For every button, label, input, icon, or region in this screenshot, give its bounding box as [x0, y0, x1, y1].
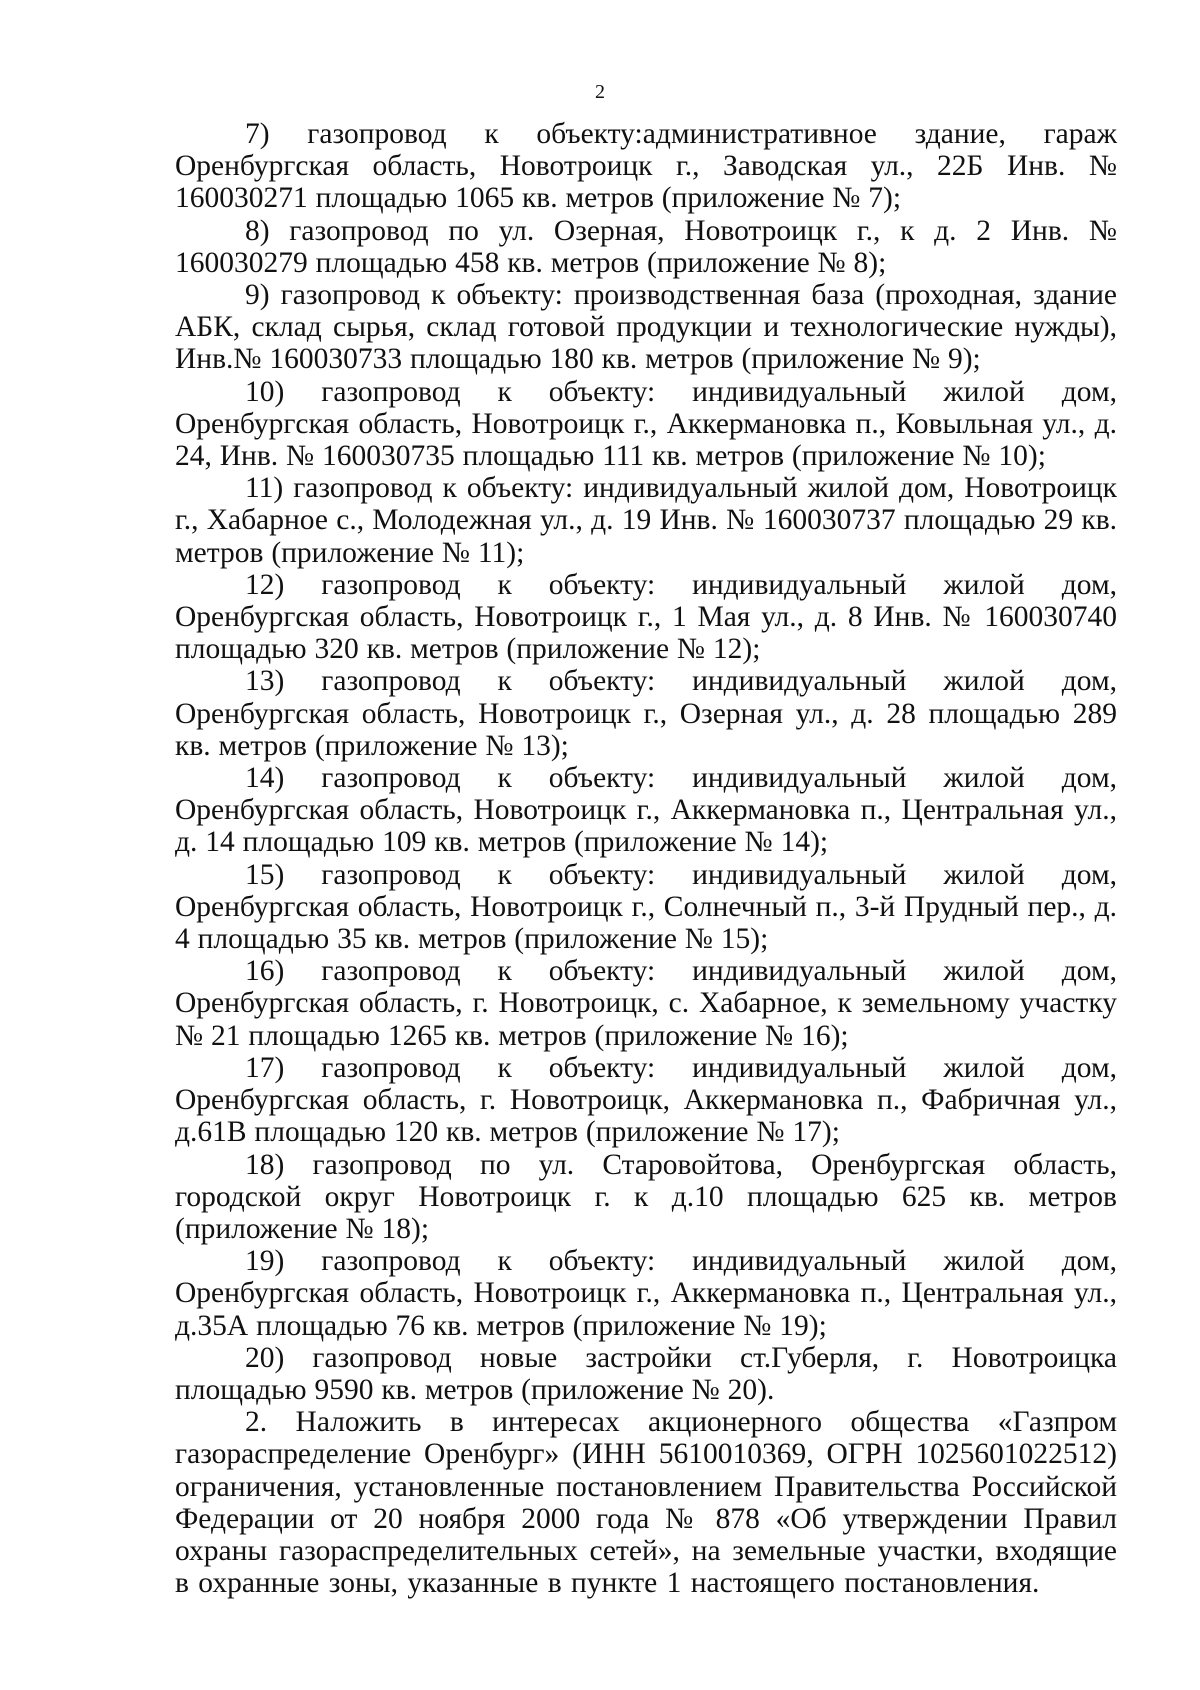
list-item-8: 8) газопровод по ул. Озерная, Новотроицк г., к д. 2 Инв. № 160030279 площадью 458 кв. метров (приложение № 8); — [175, 214, 1117, 279]
list-item-7: 7) газопровод к объекту:административное здание, гараж Оренбургская область, Новотроицк г., Заводская ул., 22Б Инв. № 160030271 площадью 1065 кв. метров (приложение № 7); — [175, 118, 1117, 215]
list-item-20: 20) газопровод новые застройки ст.Губерля, г. Новотроицка площадью 9590 кв. метров (приложение № 20). — [175, 1341, 1117, 1406]
clause-2-paragraph: 2. Наложить в интересах акционерного общества «Газпром газораспределение Оренбург» (ИНН 5610010369, ОГРН 1025601022512) ограничения, установленные постановлением Правительства Российской Федерации от 20 ноября 2000 года № 878 «Об утверждении Правил охраны газораспределительных сетей», на земельные участки, входящие в охранные зоны, указанные в пункте 1 настоящего постановления. — [175, 1406, 1117, 1600]
document-body — [175, 118, 1117, 1599]
list-item-9: 9) газопровод к объекту: производственная база (проходная, здание АБК, склад сырья, склад готовой продукции и технологические нужды), Инв.№ 160030733 площадью 180 кв. метров (приложение № 9); — [175, 279, 1117, 376]
list-item-19: 19) газопровод к объекту: индивидуальный жилой дом, Оренбургская область, Новотроицк г., Аккермановка п., Центральная ул., д.35А площадью 76 кв. метров (приложение № 19); — [175, 1245, 1117, 1342]
list-item-13: 13) газопровод к объекту: индивидуальный жилой дом, Оренбургская область, Новотроицк г., Озерная ул., д. 28 площадью 289 кв. метров (приложение № 13); — [175, 665, 1117, 762]
list-item-15: 15) газопровод к объекту: индивидуальный жилой дом, Оренбургская область, Новотроицк г., Солнечный п., 3-й Прудный пер., д. 4 площадью 35 кв. метров (приложение № 15); — [175, 858, 1117, 956]
page-number: 2 — [595, 81, 605, 103]
list-item-11: 11) газопровод к объекту: индивидуальный жилой дом, Новотроицк г., Хабарное с., Молодежная ул., д. 19 Инв. № 160030737 площадью 29 кв. метров (приложение № 11); — [175, 472, 1117, 569]
list-item-14: 14) газопровод к объекту: индивидуальный жилой дом, Оренбургская область, Новотроицк г., Аккермановка п., Центральная ул., д. 14 площадью 109 кв. метров (приложение № 14); — [175, 762, 1117, 859]
list-item-17: 17) газопровод к объекту: индивидуальный жилой дом, Оренбургская область, г. Новотроицк, Аккермановка п., Фабричная ул., д.61В площадью 120 кв. метров (приложение № 17); — [175, 1051, 1117, 1149]
list-item-12: 12) газопровод к объекту: индивидуальный жилой дом, Оренбургская область, Новотроицк г., 1 Мая ул., д. 8 Инв. № 160030740 площадью 320 кв. метров (приложение № 12); — [175, 568, 1117, 666]
list-item-10: 10) газопровод к объекту: индивидуальный жилой дом, Оренбургская область, Новотроицк г., Аккермановка п., Ковыльная ул., д. 24, Инв. № 160030735 площадью 111 кв. метров (приложение № 10); — [175, 375, 1117, 473]
list-item-18: 18) газопровод по ул. Старовойтова, Оренбургская область, городской округ Новотроицк г. к д.10 площадью 625 кв. метров (приложение № 18); — [175, 1148, 1117, 1245]
list-item-16: 16) газопровод к объекту: индивидуальный жилой дом, Оренбургская область, г. Новотроицк, с. Хабарное, к земельному участку № 21 площадью 1265 кв. метров (приложение № 16); — [175, 955, 1117, 1052]
